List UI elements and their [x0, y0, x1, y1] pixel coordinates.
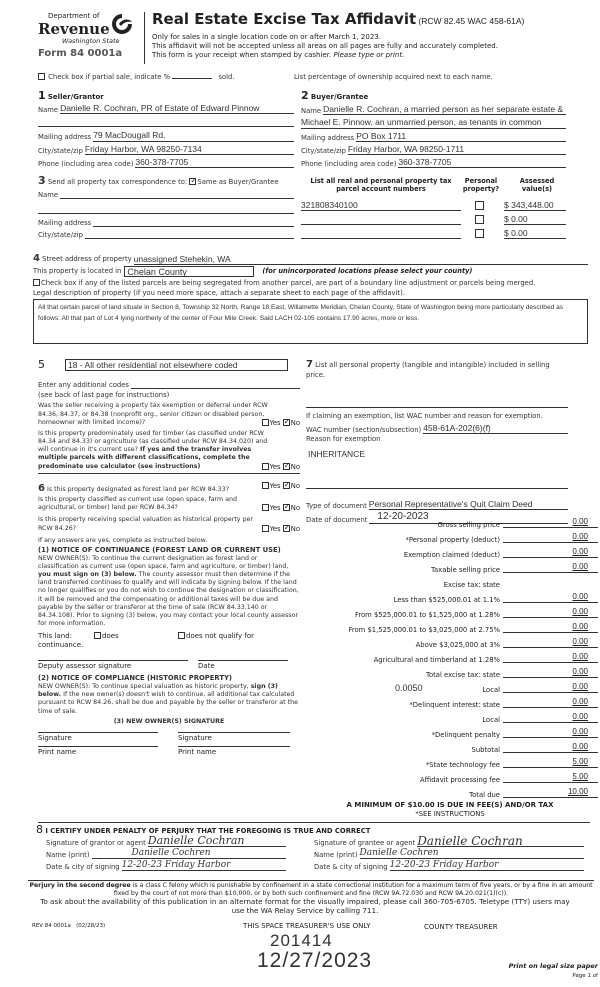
current-use-question: Is this property classified as current use (open space, farm and agricultural, or timber) land per RCW 84.34?	[38, 496, 237, 512]
instruction-line-3	[152, 51, 498, 60]
section-5	[38, 358, 300, 474]
seller-name-label: Name	[38, 106, 59, 115]
correspondence-heading	[38, 174, 294, 187]
tax-row	[300, 681, 600, 694]
timber-answer	[262, 463, 300, 471]
owner-print-name-field-1[interactable]	[38, 746, 158, 756]
exemption-claim-label: If claiming an exemption, list WAC number and reason for exemption.	[306, 411, 543, 420]
additional-codes-label: Enter any additional codes	[38, 381, 129, 390]
grantor-name-label: Name (print)	[46, 850, 90, 859]
section-number: 1	[38, 89, 46, 102]
tax-row-value[interactable]: 0.00	[572, 742, 588, 752]
assessed-value-field[interactable]: $ 0.00	[504, 214, 566, 225]
tax-row-label: From $525,000.01 to $1,525,000 at 1.28%	[354, 610, 500, 619]
legal-description-label: Legal description of property (if you need more space, attach a separate sheet to each page of the affidavit).	[33, 289, 405, 298]
section-number: 7	[306, 359, 313, 370]
tax-row	[300, 771, 600, 784]
segregated-label: Check box if any of the listed parcels are being segregated from another parcel, are part of a boundary line adjustment or parcels being merged.	[41, 279, 536, 287]
perjury-bold: Perjury in the second degree	[29, 882, 131, 889]
exemption-yes-checkbox[interactable]	[262, 419, 269, 426]
located-in-label: This property is located in	[33, 267, 122, 276]
same-as-buyer-checkbox[interactable]	[189, 178, 196, 185]
header-instructions	[152, 33, 498, 60]
section-7	[306, 358, 568, 524]
personal-property-list-field[interactable]	[306, 380, 568, 408]
section-number: 3	[38, 174, 46, 187]
tax-row-value[interactable]: 5.00	[572, 757, 588, 767]
timber-question-text: Is this property predominately used for timber (as classified under RCW 84.34 and 84.33) or agriculture (as classified under RCW 84.34.020) and will continue in it's current use?	[38, 429, 268, 454]
forest-land-text: Is this property designated as forest land per RCW 84.33?	[46, 486, 230, 493]
instruction-line-2: This affidavit will not be accepted unless all areas on all pages are fully and accurately completed.	[152, 42, 498, 51]
tax-row-value[interactable]: 0.00	[572, 637, 588, 647]
segregated-checkbox[interactable]	[33, 279, 40, 286]
form-title-block	[152, 10, 524, 28]
tax-row-label: Exemption claimed (deduct)	[403, 550, 500, 559]
yes-label: Yes	[269, 418, 281, 427]
signature-label: Signature	[178, 733, 212, 742]
this-land-label: This land:	[38, 632, 73, 641]
current-use-yes-checkbox[interactable]	[262, 504, 269, 511]
tax-row-label: Total excise tax: state	[425, 670, 500, 679]
timber-no-checkbox[interactable]	[283, 463, 290, 470]
section-correspondence	[38, 174, 294, 239]
correspondence-name-field[interactable]	[60, 189, 294, 199]
seller-phone-field[interactable]: 360-378-7705	[135, 157, 294, 168]
grantor-date-field[interactable]: 12-20-23 Friday Harbor	[122, 860, 286, 871]
buyer-mailing-field[interactable]: PO Box 1711	[356, 131, 566, 142]
parcel-account-field[interactable]	[301, 214, 461, 225]
tax-row-label: Local	[482, 685, 500, 694]
tax-row	[300, 636, 600, 649]
if-yes-note: If any answers are yes, complete as instructed below.	[38, 536, 208, 544]
partial-sale-row	[38, 73, 234, 81]
ownership-note: List percentage of ownership acquired next to each name.	[294, 73, 493, 81]
tax-row-label: Above $3,025,000 at 3%	[415, 640, 500, 649]
section-seller	[38, 89, 294, 168]
tax-row-label: Taxable selling price	[430, 565, 500, 574]
tax-row-value[interactable]: 0.00	[572, 667, 588, 677]
section-property	[33, 253, 588, 344]
legal-description-box[interactable]: All that certain parcel of land situate in Section 8, Township 32 North, Range 18 East, Willamette Meridian, Chelan County, State of Washington being more particularly described as follows: All that part of Lot 4 lying northerly of the center of Four Mile Creek. Said LACH 02-105 contains 17.90 acres, more or less.	[33, 299, 588, 344]
no-label: No	[290, 524, 300, 533]
minimum-due-note: A MINIMUM OF $10.00 IS DUE IN FEE(S) AND/OR TAX	[346, 801, 554, 809]
exemption-deferral-answer	[262, 419, 300, 427]
correspondence-name-field-2[interactable]	[38, 204, 294, 214]
partial-sale-percent-field[interactable]	[172, 78, 212, 79]
section-number: 2	[301, 89, 309, 102]
forest-yes-checkbox[interactable]	[262, 482, 269, 489]
tax-row-label: *Personal property (deduct)	[405, 535, 500, 544]
header-divider	[144, 12, 145, 64]
grantor-signature-field[interactable]: Danielle Cochran	[148, 836, 286, 847]
does-not-qualify-checkbox[interactable]	[178, 632, 185, 639]
tax-row	[300, 531, 600, 544]
forest-land-question	[38, 482, 270, 495]
grantor-signature-block	[46, 836, 286, 871]
local-rate: 0.0050	[395, 683, 423, 694]
owner-signature-field-1[interactable]	[38, 732, 158, 742]
buyer-city-label: City/state/zip	[301, 146, 346, 155]
date-label: Date	[198, 662, 215, 671]
notice-continuance-text-a: NEW OWNER(S): To continue the current designation as forest land or classification as current use (open space, farm and agriculture, or timber) land,	[38, 554, 289, 570]
section-number: 5	[38, 358, 45, 371]
tax-row	[300, 741, 600, 754]
seller-name-field-2[interactable]	[38, 117, 294, 127]
tax-row	[300, 621, 600, 634]
washington-state-label: Washington State	[62, 37, 120, 45]
notice-compliance-text	[38, 683, 300, 716]
notice-continuance-bold: you must sign on (3) below.	[38, 571, 137, 579]
seller-city-label: City/state/zip	[38, 146, 83, 155]
tax-row-value[interactable]: 0.00	[572, 592, 588, 602]
historic-yes-checkbox[interactable]	[262, 525, 269, 532]
historic-answer	[262, 525, 300, 533]
notice-compliance-title: (2) NOTICE OF COMPLIANCE (HISTORIC PROPERTY)	[38, 674, 233, 683]
tax-row	[300, 546, 600, 559]
tax-row	[300, 591, 600, 604]
county-treasurer-label: COUNTY TREASURER	[424, 923, 498, 931]
tax-row-value[interactable]: 0.00	[572, 562, 588, 572]
current-use-answer	[262, 504, 300, 512]
section-number: 4	[33, 253, 40, 264]
assessed-value-field[interactable]: $ 343,448.00	[504, 200, 566, 211]
instruction-line-3-text: This form is your receipt when stamped by cashier.	[152, 51, 332, 60]
tax-row-label: *Delinquent penalty	[431, 730, 500, 739]
form-title: Real Estate Excise Tax Affidavit	[152, 10, 417, 28]
section-buyer	[301, 89, 566, 168]
tax-row	[300, 711, 600, 724]
yes-label: Yes	[269, 462, 281, 471]
tax-row-label: Subtotal	[471, 745, 500, 754]
treasurer-stamp-number: 201414	[270, 931, 333, 950]
wac-number-label: WAC number (section/subsection)	[306, 426, 422, 435]
document-type-label: Type of document	[306, 501, 367, 510]
section-number: 8	[36, 823, 43, 836]
parcel-col-header-value: Assessed value(s)	[519, 177, 555, 193]
treasurer-use-label: THIS SPACE TREASURER'S USE ONLY	[243, 922, 371, 930]
type-or-print: Please type or print.	[333, 51, 405, 60]
buyer-name-field[interactable]: Danielle R. Cochran, a married person as her separate estate &	[323, 104, 566, 115]
revenue-wordmark: Revenue	[38, 20, 110, 38]
tax-row-label: Affidavit processing fee	[420, 775, 500, 784]
parcel-row	[301, 214, 573, 226]
print-name-label: Print name	[38, 747, 77, 756]
personal-property-checkbox[interactable]	[475, 201, 484, 210]
notice-continuance-title: (1) NOTICE OF CONTINUANCE (FOREST LAND OR CURRENT USE)	[38, 545, 281, 554]
tax-row	[300, 576, 600, 589]
partial-sale-sold: sold.	[218, 73, 235, 81]
parcel-col-header-personal: Personal property?	[462, 177, 500, 193]
deputy-assessor-label: Deputy assessor signature	[38, 662, 132, 671]
seller-mailing-field[interactable]: 79 MacDougall Rd.	[93, 130, 294, 141]
grantee-signature-block	[314, 836, 584, 871]
tax-row-value[interactable]: 0.00	[572, 652, 588, 662]
does-option	[94, 632, 119, 640]
tax-row-value[interactable]: 5.00	[572, 772, 588, 782]
signature-label: Signature	[38, 733, 72, 742]
seller-city-field[interactable]: Friday Harbor, WA 98250-7134	[85, 144, 294, 155]
tax-row	[300, 696, 600, 709]
logo-swirl-icon	[110, 12, 134, 36]
form-number: Form 84 0001a	[38, 48, 123, 59]
notice-continuance-text	[38, 555, 300, 629]
correspondence-city-label: City/state/zip	[38, 231, 83, 240]
document-date-field[interactable]: 12-20-2023	[369, 511, 568, 524]
tax-row-value[interactable]: 0.00	[572, 697, 588, 707]
tax-row	[300, 666, 600, 679]
no-label: No	[290, 418, 300, 427]
seller-phone-label: Phone (including area code)	[38, 159, 134, 168]
timber-question-bold: If yes and the transfer involves multiple parcels with different classifications, complete the predominate use calculator (see instructions)	[38, 446, 252, 470]
no-label: No	[290, 504, 300, 513]
tax-row-value[interactable]: 0.00	[572, 607, 588, 617]
grantor-name-field[interactable]: Danielle Cochren	[92, 848, 287, 859]
tax-row	[300, 561, 600, 574]
buyer-title: Buyer/Grantee	[310, 93, 369, 101]
tax-row-label: Less than $525,000.01 at 1.1%	[393, 595, 500, 604]
grantee-signature-label: Signature of grantee or agent	[314, 838, 416, 847]
treasurer-stamp-date: 12/27/2023	[257, 949, 373, 972]
correspondence-label: Send all property tax correspondence to:	[47, 178, 188, 186]
personal-property-list-text: List all personal property (tangible and intangible) included in selling price.	[306, 361, 550, 379]
yes-label: Yes	[269, 504, 281, 513]
timber-question	[38, 430, 270, 471]
seller-heading	[38, 89, 294, 102]
wac-number-field[interactable]: 458-61A-202(6)(f)	[423, 423, 568, 434]
tax-row-value[interactable]: 0.00	[572, 547, 588, 557]
grantor-date-label: Date & city of signing	[46, 862, 120, 871]
assessed-value-field[interactable]: $ 0.00	[504, 228, 566, 239]
revision-label: REV 84 0001a (02/28/23)	[32, 923, 106, 929]
correspondence-name-label: Name	[38, 191, 59, 200]
tax-row-label: Local	[482, 715, 500, 724]
timber-yes-checkbox[interactable]	[262, 463, 269, 470]
street-label	[33, 253, 132, 265]
dept-of-label: Department of	[48, 12, 100, 20]
document-date-label: Date of document	[306, 515, 368, 524]
print-name-label: Print name	[178, 747, 217, 756]
tax-row-value[interactable]: 0.00	[572, 712, 588, 722]
tax-row	[300, 651, 600, 664]
correspondence-mailing-field[interactable]	[93, 217, 294, 227]
seller-title: Seller/Grantor	[47, 93, 104, 101]
document-type-field[interactable]: Personal Representative's Quit Claim Deed	[369, 499, 568, 510]
exemption-no-checkbox[interactable]	[283, 419, 290, 426]
tax-row	[300, 606, 600, 619]
page-number: Page 1 of	[572, 973, 598, 979]
print-legal-note: Print on legal size paper	[508, 962, 598, 970]
yes-label: Yes	[269, 524, 281, 533]
buyer-mailing-label: Mailing address	[301, 133, 355, 142]
new-owner-signature-title: (3) NEW OWNER(S) SIGNATURE	[113, 717, 225, 725]
partial-sale-label: Check box if partial sale, indicate %	[48, 73, 171, 81]
certify-text: I CERTIFY UNDER PENALTY OF PERJURY THAT THE FOREGOING IS TRUE AND CORRECT	[45, 827, 371, 835]
personal-property-checkbox[interactable]	[475, 215, 484, 224]
county-select[interactable]: Chelan County	[124, 266, 254, 277]
forest-land-answer	[262, 482, 300, 490]
correspondence-city-field[interactable]	[85, 229, 294, 239]
does-label: does	[102, 632, 119, 641]
yes-label: Yes	[269, 482, 281, 490]
tax-row-label: Agricultural and timberland at 1.28%	[373, 655, 500, 664]
tax-row-value[interactable]: 0.00	[572, 682, 588, 692]
notice-continuance-text-b: The county assessor must then determine if the land transferred continues to qualify and will indicate by signing below. If the land no longer qualifies or you do not wish to continue the designation or classification, it will be removed and the compensating or additional taxes will be due and payable by the seller or transferor at the time of sale (RCW 84.33.140 or 84.34.108). Prior to signing (3) below, you may contact your local county assessor for more information.	[38, 571, 299, 628]
section-6	[38, 482, 300, 762]
land-use-code-select[interactable]: 18 - All other residential not elsewhere coded	[65, 359, 288, 371]
parcel-col-header-account: List all real and personal property tax parcel account numbers	[310, 177, 452, 193]
correspondence-mailing-label: Mailing address	[38, 219, 92, 228]
historic-question: Is this property receiving special valuation as historical property per RCW 84.26?	[38, 516, 253, 532]
grantee-signature-field[interactable]: Danielle Cochran	[417, 836, 584, 847]
perjury-notice	[28, 880, 594, 898]
tax-row	[300, 786, 600, 799]
grantor-signature-label: Signature of grantor or agent	[46, 838, 146, 847]
tax-row-value[interactable]: 0.00	[572, 517, 588, 527]
does-not-option	[178, 632, 254, 640]
same-as-buyer-label: Same as Buyer/Grantee	[197, 178, 279, 186]
buyer-name-label: Name	[301, 107, 322, 116]
parcel-row	[301, 200, 573, 212]
grantee-date-field[interactable]: 12-20-23 Friday Harbor	[390, 860, 584, 871]
exemption-reason-label: Reason for exemption	[306, 435, 381, 444]
tax-row-label: From $1,525,000.01 to $3,025,000 at 2.75%	[348, 625, 500, 634]
tax-row-value[interactable]: 10.00	[567, 787, 588, 797]
owner-print-name-field-2[interactable]	[178, 746, 290, 756]
statute-ref: (RCW 82.45 WAC 458-61A)	[418, 16, 525, 26]
parcel-row	[301, 228, 573, 240]
tax-row-value[interactable]: 0.00	[572, 622, 588, 632]
historic-no-checkbox[interactable]	[283, 525, 290, 532]
buyer-phone-label: Phone (including area code)	[301, 159, 397, 168]
current-use-no-checkbox[interactable]	[283, 504, 290, 511]
does-qualify-checkbox[interactable]	[94, 632, 101, 639]
grantee-name-label: Name (print)	[314, 850, 358, 859]
continuance-label: continuance.	[38, 641, 84, 650]
personal-property-checkbox[interactable]	[475, 229, 484, 238]
parcel-account-field[interactable]	[301, 228, 461, 239]
exemption-reason-field[interactable]: INHERITANCE	[308, 449, 365, 460]
tax-row-value[interactable]: 0.00	[572, 532, 588, 542]
deputy-date-field[interactable]	[198, 660, 288, 670]
exemption-deferral-question: Was the seller receiving a property tax exemption or deferral under RCW 84.36, 84.37, or 84.38 (nonprofit org., senior citizen or disabled person, homeowner with limited income)?	[38, 402, 268, 426]
owner-signature-field-2[interactable]	[178, 732, 290, 742]
perjury-text: is a class C felony which is punishable by confinement in a state correctional institution for a maximum term of five years, or by a fine in an amount fixed by the court of not more than $10,000, or by both such confinement and fine (RCW 9A.72.030 and RCW 9A.20.021(1)(c)).	[113, 882, 593, 897]
county-note: (for unincorporated locations please select your county)	[262, 266, 473, 275]
tax-row	[300, 756, 600, 769]
no-label: No	[290, 462, 300, 471]
forest-no-checkbox[interactable]	[283, 482, 290, 489]
seller-mailing-label: Mailing address	[38, 133, 92, 142]
see-back-note: (see back of last page for instructions)	[38, 391, 170, 400]
dor-logo	[38, 10, 136, 68]
parcel-account-field[interactable]: 321808340100	[301, 200, 461, 211]
tax-row-label: *State technology fee	[425, 760, 500, 769]
no-label: No	[290, 482, 300, 490]
grantee-name-field[interactable]: Danielle Cochren	[360, 848, 585, 859]
deputy-assessor-signature-field[interactable]	[38, 660, 188, 670]
tax-row	[300, 516, 600, 529]
additional-codes-field[interactable]	[131, 379, 300, 389]
buyer-heading	[301, 89, 566, 102]
partial-sale-checkbox[interactable]	[38, 73, 45, 80]
seller-name-field[interactable]: Danielle R. Cochran, PR of Estate of Edward Pinnow	[60, 103, 294, 114]
buyer-city-field[interactable]: Friday Harbor, WA 98250-1711	[348, 144, 566, 155]
does-not-label: does not qualify for	[186, 632, 254, 641]
tax-row-label: Total due	[469, 790, 500, 799]
instruction-line-1: Only for sales in a single location code on or after March 1, 2023.	[152, 33, 381, 41]
street-label-text: Street address of property	[42, 255, 132, 263]
tax-row-label: Gross selling price	[437, 520, 500, 529]
alternate-format-notice: To ask about the availability of this publication in an alternate format for the visually impaired, please call 360-705-6705. Teletype (TTY) users may use the WA Relay Service by calling 711.	[40, 897, 570, 915]
tax-row	[300, 726, 600, 739]
notice-compliance-text-a: NEW OWNER(S): To continue special valuation as historic property,	[38, 683, 249, 691]
tax-row-label: Excise tax: state	[443, 580, 500, 589]
street-address-field[interactable]: unassigned Stehekin, WA	[134, 254, 588, 265]
see-instructions-note: *SEE INSTRUCTIONS	[415, 810, 485, 818]
tax-row-label: *Delinquent interest: state	[409, 700, 500, 709]
buyer-phone-field[interactable]: 360-378-7705	[398, 157, 566, 168]
personal-property-list-label	[306, 358, 568, 380]
grantee-date-label: Date & city of signing	[314, 862, 388, 871]
buyer-name-field-2[interactable]: Michael E. Pinnow, an unmarried person, as tenants in common	[301, 117, 566, 128]
notice-compliance-bold: sign (3) below.	[38, 683, 278, 699]
section-number: 6	[38, 483, 45, 494]
notice-compliance-text-b: If the new owner(s) doesn't wish to continue, all additional tax calculated pursuant to RCW 84.26, shall be due and payable by the seller or transferor at the time of sale.	[38, 691, 298, 715]
tax-row-value[interactable]: 0.00	[572, 727, 588, 737]
